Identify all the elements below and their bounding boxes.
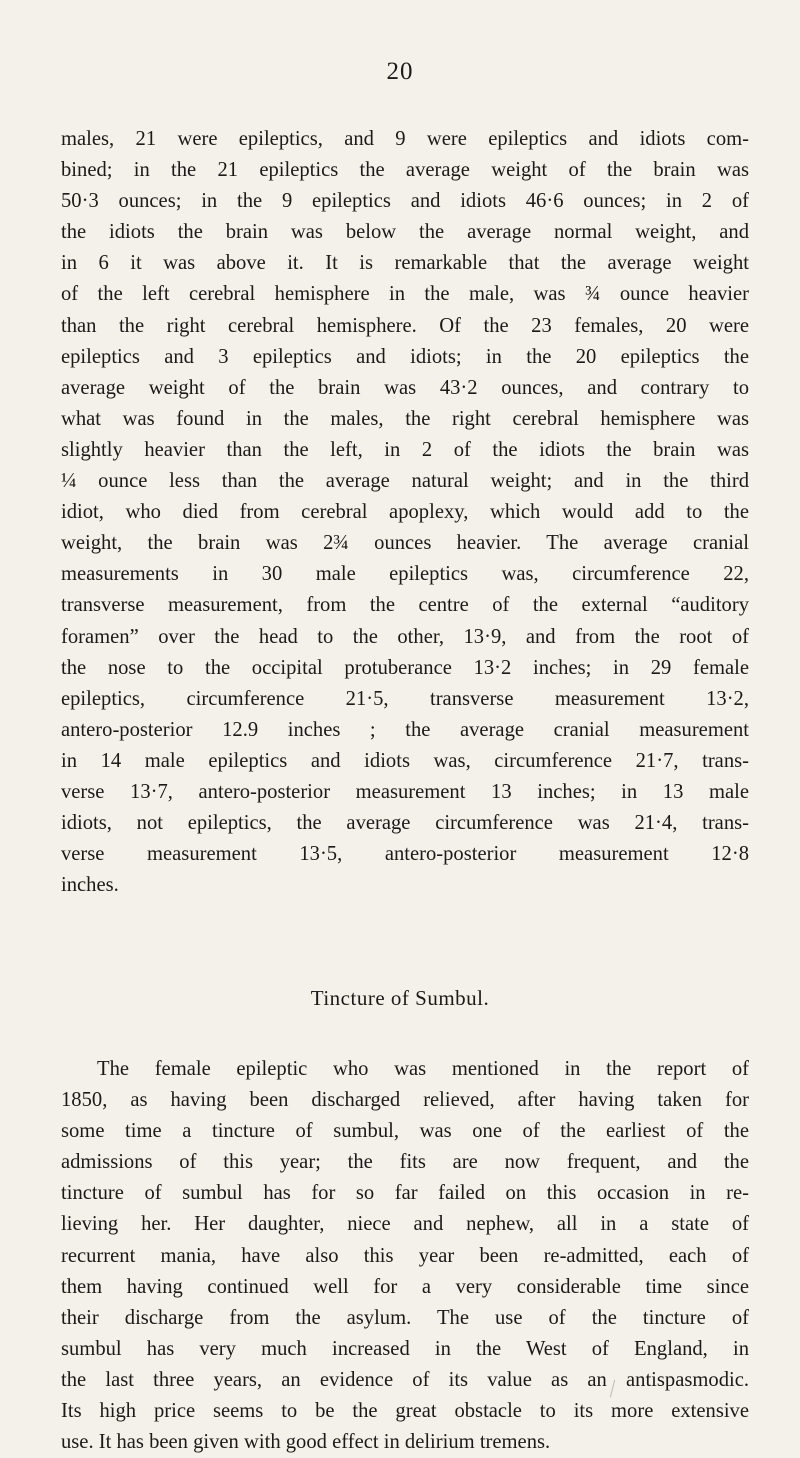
text-line: admissions of this year; the fits are now frequent, and the: [61, 1151, 749, 1174]
text-line: 50·3 ounces; in the 9 epileptics and idiots 46·6 ounces; in 2 of: [61, 190, 749, 213]
text-line: Its high price seems to be the great obstacle to its more extensive: [61, 1400, 749, 1423]
text-line: idiot, who died from cerebral apoplexy, which would add to the: [61, 501, 749, 524]
text-line: of the left cerebral hemisphere in the male, was ¾ ounce heavier: [61, 283, 749, 306]
text-line: in 14 male epileptics and idiots was, circumference 21·7, trans-: [61, 749, 749, 772]
section-heading: Tincture of Sumbul.: [310, 986, 490, 1010]
text-line: average weight of the brain was 43·2 ounces, and contrary to: [61, 376, 749, 399]
text-line: ¼ ounce less than the average natural weight; and in the third: [61, 470, 749, 493]
text-line: 1850, as having been discharged relieved, after having taken for: [61, 1089, 749, 1112]
paragraph-brain-weights: [61, 124, 749, 901]
text-line: epileptics and 3 epileptics and idiots; in the 20 epileptics the: [61, 345, 749, 368]
text-line: use. It has been given with good effect in delirium tremens.: [61, 1431, 551, 1454]
text-line: weight, the brain was 2¾ ounces heavier. The average cranial: [61, 532, 749, 555]
text-line: the last three years, an evidence of its value as an antispasmodic.: [61, 1368, 749, 1391]
text-line: them having continued well for a very considerable time since: [61, 1275, 749, 1298]
text-line: inches.: [61, 874, 119, 897]
text-line: some time a tincture of sumbul, was one of the earliest of the: [61, 1120, 749, 1143]
text-line: verse measurement 13·5, antero-posterior measurement 12·8: [61, 843, 749, 866]
text-line: males, 21 were epileptics, and 9 were epileptics and idiots com-: [61, 128, 749, 150]
text-line: epileptics, circumference 21·5, transverse measurement 13·2,: [61, 687, 749, 710]
text-line: slightly heavier than the left, in 2 of the idiots the brain was: [61, 438, 749, 461]
text-line: sumbul has very much increased in the West of England, in: [61, 1337, 749, 1360]
text-line: the idiots the brain was below the average normal weight, and: [61, 221, 749, 244]
text-line: what was found in the males, the right cerebral hemisphere was: [61, 407, 749, 430]
text-line: verse 13·7, antero-posterior measurement 13 inches; in 13 male: [61, 780, 749, 803]
text-line: antero-posterior 12.9 inches ; the average cranial measurement: [61, 718, 749, 741]
paragraph-sumbul: [61, 1054, 749, 1458]
text-line: The female epileptic who was mentioned in the report of: [97, 1058, 749, 1080]
text-line: bined; in the 21 epileptics the average weight of the brain was: [61, 159, 749, 182]
text-line: in 6 it was above it. It is remarkable that the average weight: [61, 252, 749, 275]
text-line: foramen” over the head to the other, 13·9, and from the root of: [61, 625, 749, 648]
text-line: recurrent mania, have also this year been re-admitted, each of: [61, 1244, 749, 1267]
text-line: their discharge from the asylum. The use of the tincture of: [61, 1306, 749, 1329]
page-number: 20: [386, 58, 414, 85]
text-line: than the right cerebral hemisphere. Of the 23 females, 20 were: [61, 314, 749, 337]
text-line: the nose to the occipital protuberance 13·2 inches; in 29 female: [61, 656, 749, 679]
text-line: measurements in 30 male epileptics was, circumference 22,: [61, 563, 749, 586]
text-line: lieving her. Her daughter, niece and nephew, all in a state of: [61, 1213, 749, 1236]
text-line: tincture of sumbul has for so far failed on this occasion in re-: [61, 1182, 749, 1205]
text-line: transverse measurement, from the centre of the external “auditory: [61, 594, 749, 617]
text-line: idiots, not epileptics, the average circumference was 21·4, trans-: [61, 812, 749, 835]
